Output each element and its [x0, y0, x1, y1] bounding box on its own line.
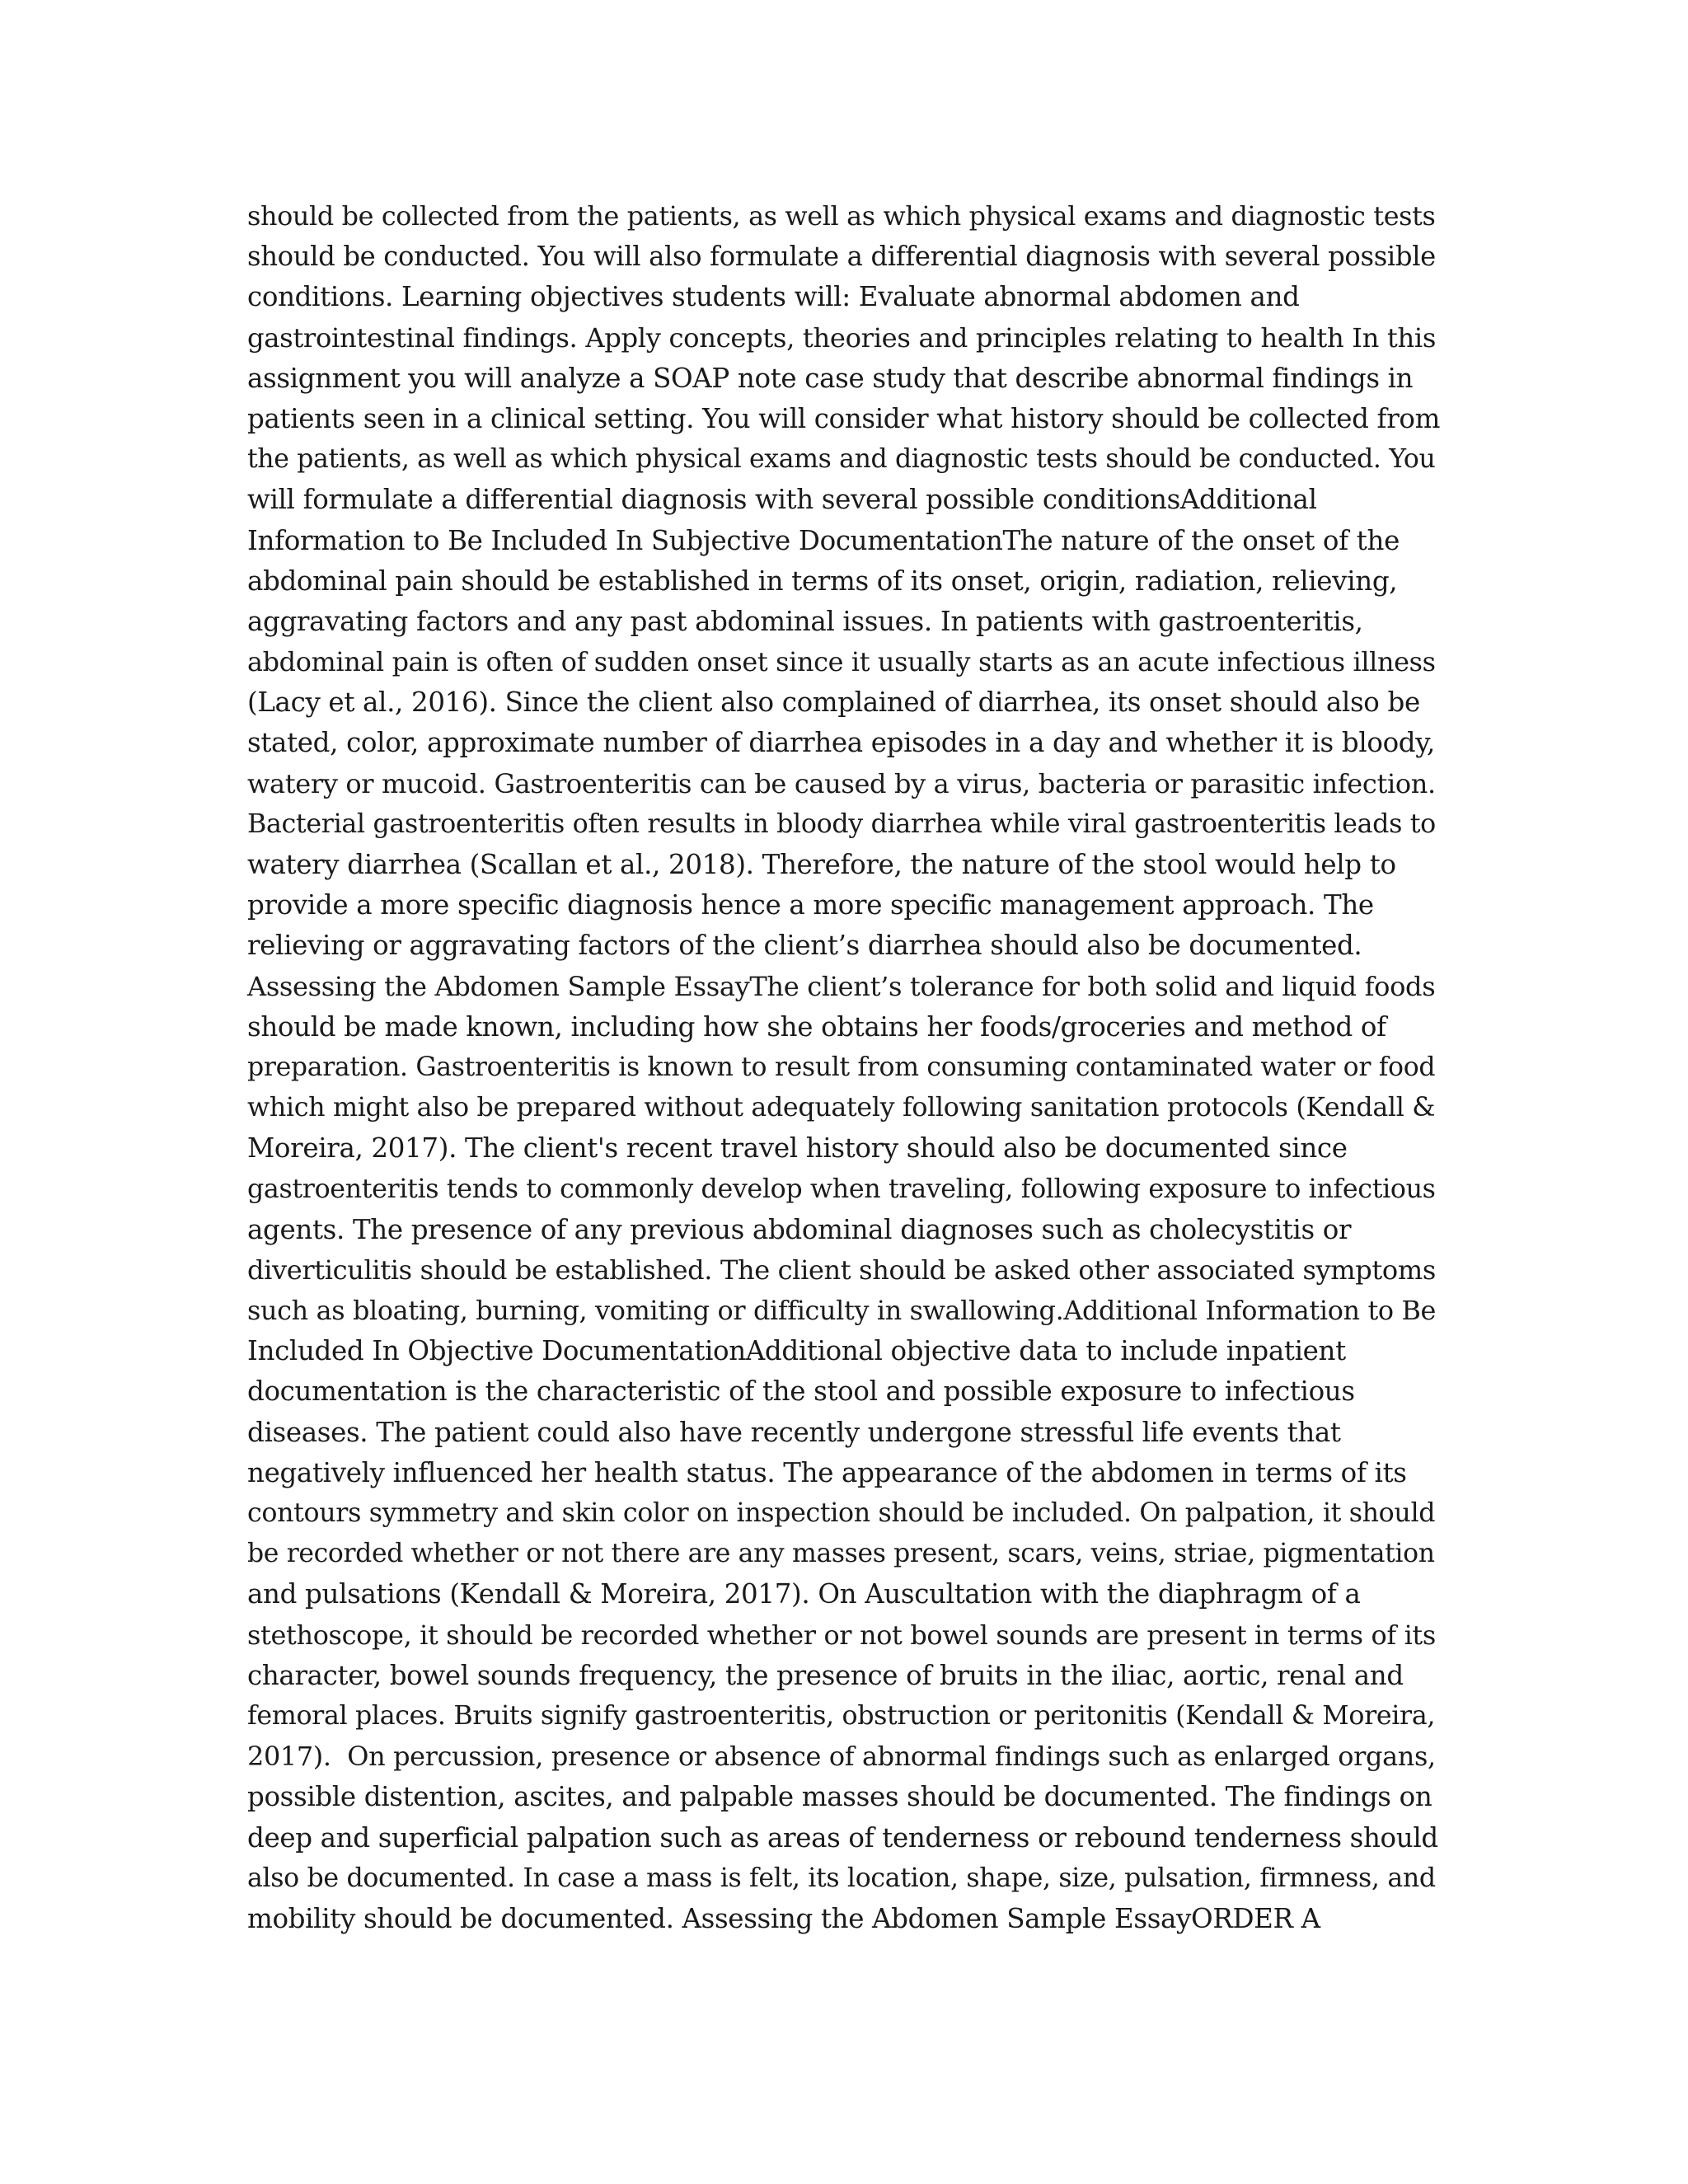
text-line: aggravating factors and any past abdominal issues. In patients with gastroenteritis, — [247, 605, 1363, 637]
text-line: stated, color, approximate number of diarrhea episodes in a day and whether it is bloody, — [247, 727, 1435, 759]
text-line: Bacterial gastroenteritis often results in bloody diarrhea while viral gastroenteritis leads to — [247, 808, 1436, 839]
text-line: femoral places. Bruits signify gastroenteritis, obstruction or peritonitis (Kendall & Moreira, — [247, 1700, 1436, 1731]
text-line: diverticulitis should be established. The client should be asked other associated symptoms — [247, 1254, 1436, 1286]
text-line: agents. The presence of any previous abdominal diagnoses such as cholecystitis or — [247, 1213, 1352, 1245]
text-line: assignment you will analyze a SOAP note case study that describe abnormal findings in — [247, 362, 1414, 394]
text-line: character, bowel sounds frequency, the presence of bruits in the iliac, aortic, renal and — [247, 1659, 1404, 1691]
text-line: preparation. Gastroenteritis is known to result from consuming contaminated water or food — [247, 1052, 1436, 1082]
text-line: conditions. Learning objectives students will: Evaluate abnormal abdomen and — [247, 281, 1300, 313]
text-line: Moreira, 2017). The client's recent travel history should also be documented since — [247, 1132, 1348, 1165]
text-line: and pulsations (Kendall & Moreira, 2017). On Auscultation with the diaphragm of a — [247, 1578, 1361, 1610]
text-line: should be conducted. You will also formulate a differential diagnosis with several possible — [247, 241, 1436, 273]
text-line: Included In Objective DocumentationAdditional objective data to include inpatient — [247, 1335, 1346, 1367]
text-line: contours symmetry and skin color on inspection should be included. On palpation, it should — [247, 1498, 1436, 1528]
text-line: which might also be prepared without adequately following sanitation protocols (Kendall & — [247, 1093, 1436, 1123]
text-line: should be made known, including how she obtains her foods/groceries and method of — [247, 1010, 1386, 1043]
text-line: also be documented. In case a mass is felt, its location, shape, size, pulsation, firmness, and — [247, 1863, 1436, 1893]
text-line: 2017). On percussion, presence or absence of abnormal findings such as enlarged organs, — [247, 1741, 1436, 1773]
text-line: relieving or aggravating factors of the client’s diarrhea should also be documented. — [247, 930, 1362, 962]
text-line: the patients, as well as which physical exams and diagnostic tests should be conducted. You — [247, 444, 1436, 475]
text-line: be recorded whether or not there are any masses present, scars, veins, striae, pigmentation — [247, 1539, 1435, 1569]
text-line: abdominal pain is often of sudden onset since it usually starts as an acute infectious illness — [247, 646, 1436, 678]
text-line: Assessing the Abdomen Sample EssayThe client’s tolerance for both solid and liquid foods — [247, 970, 1436, 1002]
text-line: provide a more specific diagnosis hence a more specific management approach. The — [247, 889, 1374, 921]
text-line: Information to Be Included In Subjective DocumentationThe nature of the onset of the — [247, 524, 1400, 556]
text-line: (Lacy et al., 2016). Since the client also complained of diarrhea, its onset should also be — [247, 687, 1420, 719]
text-line: abdominal pain should be established in terms of its onset, origin, radiation, relieving, — [247, 565, 1398, 597]
text-line: stethoscope, it should be recorded whether or not bowel sounds are present in terms of its — [247, 1619, 1436, 1651]
text-line: such as bloating, burning, vomiting or difficulty in swallowing.Additional Information to Be — [247, 1295, 1437, 1327]
text-line: possible distention, ascites, and palpable masses should be documented. The findings on — [247, 1781, 1432, 1813]
text-line: gastroenteritis tends to commonly develop when traveling, following exposure to infectious — [247, 1174, 1436, 1204]
text-line: patients seen in a clinical setting. You will consider what history should be collected from — [247, 402, 1441, 434]
text-line: will formulate a differential diagnosis with several possible conditionsAdditional — [247, 484, 1317, 516]
text-line: should be collected from the patients, as well as which physical exams and diagnostic tests — [247, 200, 1436, 232]
text-line: watery or mucoid. Gastroenteritis can be caused by a virus, bacteria or parasitic infection. — [247, 767, 1436, 799]
body-text — [247, 196, 1442, 1939]
text-line: deep and superficial palpation such as areas of tenderness or rebound tenderness should — [247, 1821, 1438, 1854]
text-line: gastrointestinal findings. Apply concepts, theories and principles relating to health In this — [247, 321, 1437, 354]
text-line: watery diarrhea (Scallan et al., 2018). Therefore, the nature of the stool would help to — [247, 849, 1396, 880]
text-line: mobility should be documented. Assessing the Abdomen Sample EssayORDER A — [247, 1902, 1320, 1934]
text-line: documentation is the characteristic of the stool and possible exposure to infectious — [247, 1376, 1355, 1408]
text-line: negatively influenced her health status. The appearance of the abdomen in terms of its — [247, 1456, 1407, 1488]
text-line: diseases. The patient could also have recently undergone stressful life events that — [247, 1416, 1341, 1448]
